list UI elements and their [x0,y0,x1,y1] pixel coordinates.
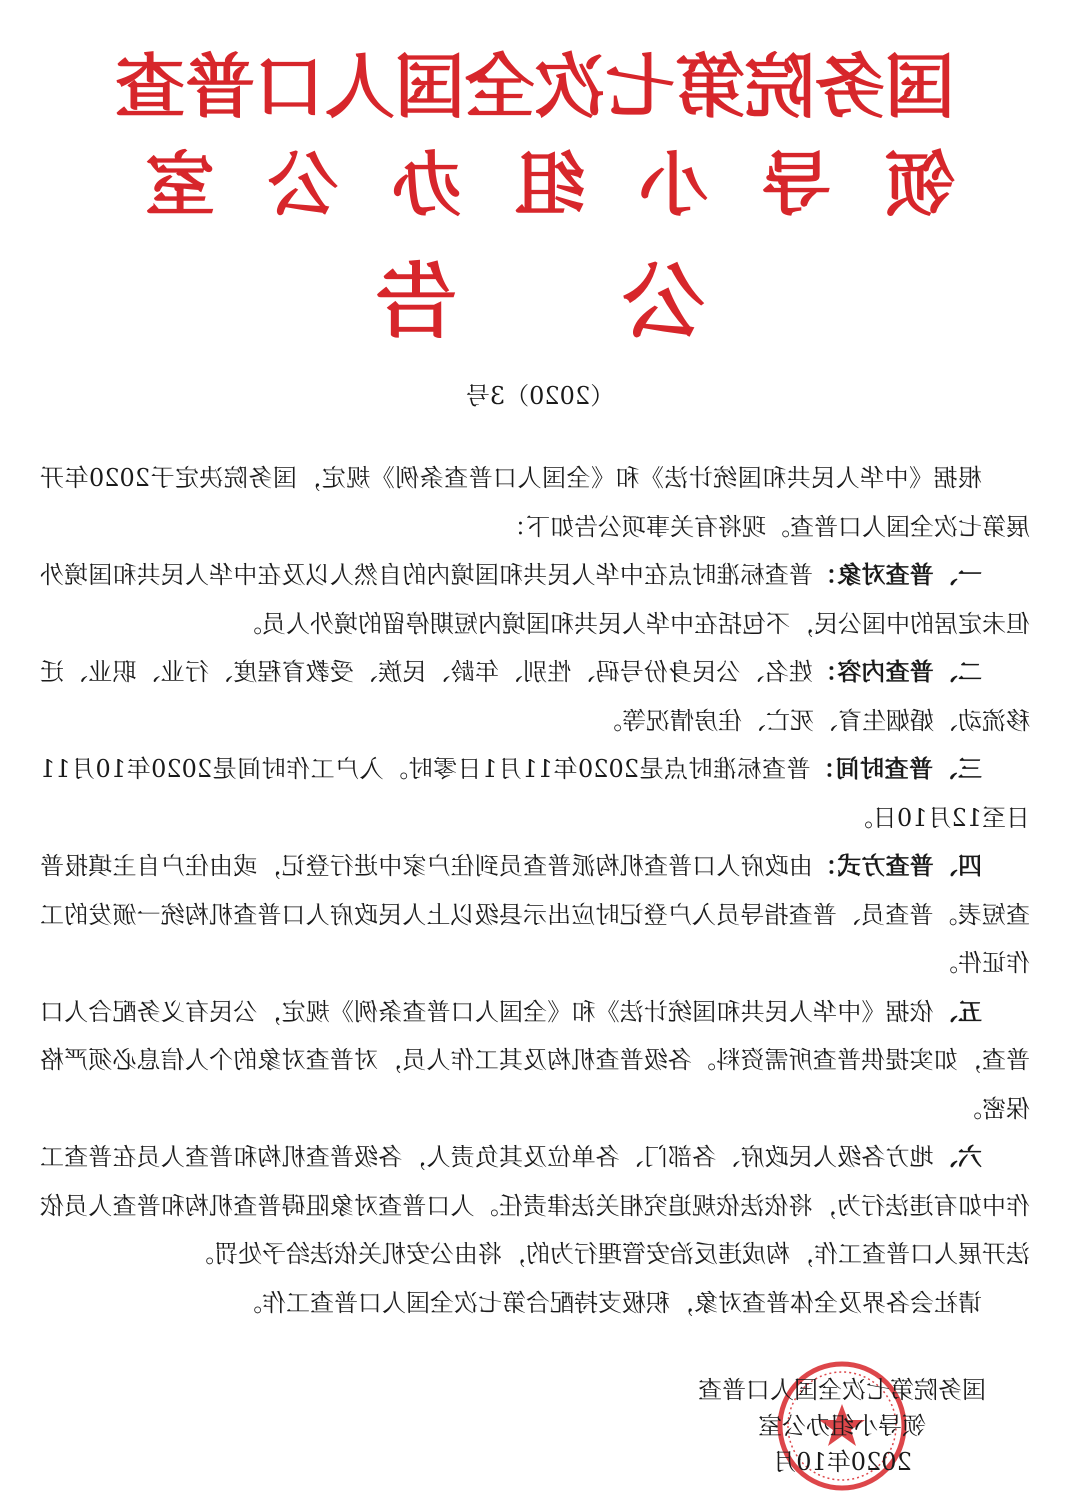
item-paragraph [40,988,1030,1134]
signature-date: 2020年10月 [772,1448,912,1476]
header-org-line-2: 领 导 小 组 办 公 室 [145,144,955,226]
intro-paragraph: 根据《中华人民共和国统计法》和《全国人口普查条例》规定，国务院决定于2020年开展第七次全国人口普查。现将有关事项公告如下： [40,464,1030,541]
notice-title: 公 告 [375,255,705,350]
item-text: 普查标准时点在中华人民共和国境内的自然人以及在中华人民共和国境外但未定居的中国公民，不包括在中华人民共和国境内短期停留的境外人员。 [39,561,1030,638]
signature-org-line-1: 国务院第七次全国人口普查 [698,1376,986,1404]
item-paragraph [40,842,1030,988]
notice-body [40,454,1030,1327]
item-paragraph [40,648,1030,745]
item-label: 三、普查时间： [810,755,982,783]
item-label: 六、 [933,1143,982,1171]
item-text: 依据《中华人民共和国统计法》和《全国人口普查条例》规定，公民有义务配合人口普查，如实提供普查所需资料。各级普查机构及其工作人员，对普查对象的个人信息必须严格保密。 [39,997,1030,1123]
item-label: 一、普查对象： [812,561,982,589]
item-text: 姓名、公民身份号码、性别、年龄、民族、受教育程度、行业、职业、迁移流动、婚姻生育、死亡、住房情况等。 [39,658,1030,735]
document-number: （2020）3号 [465,382,615,410]
item-label: 二、普查内容： [812,658,982,686]
item-text: 地方各级人民政府、各部门、各单位及其负责人，各级普查机构和普查人员在普查工作中如有违法行为，将依法依规追究相关法律责任。人口普查对象阻碍普查机构和普查人员依法开展人口普查工作，构成违反治安管理行为的，将由公安机关依法给予处罚。 [39,1143,1030,1268]
closing-paragraph: 请社会各界及全体普查对象，积极支持配合第七次全国人口普查工作。 [238,1288,982,1317]
item-label: 五、 [933,997,982,1026]
item-label: 四、普查方式： [812,852,982,880]
item-text: 普查标准时点是2020年11月1日零时。入户工作时间是2020年10月11日至12月10日。 [39,755,1030,832]
item-paragraph [40,551,1030,648]
header-org-line-1: 国 务 院 第 七 次 全 国 人 口 普 查 [115,46,955,128]
signature-org-line-2: 领导小组办公室 [758,1412,926,1440]
item-paragraph [40,745,1030,842]
item-text: 由政府人口普查机构派普查员到住户家中进行登记，或由住户自主填报普查短表。普查员、普查指导员入户登记时应出示县级以上人民政府人口普查机构统一颁发的工作证件。 [39,852,1030,977]
item-paragraph [40,1133,1030,1279]
signature-block [692,1372,992,1480]
